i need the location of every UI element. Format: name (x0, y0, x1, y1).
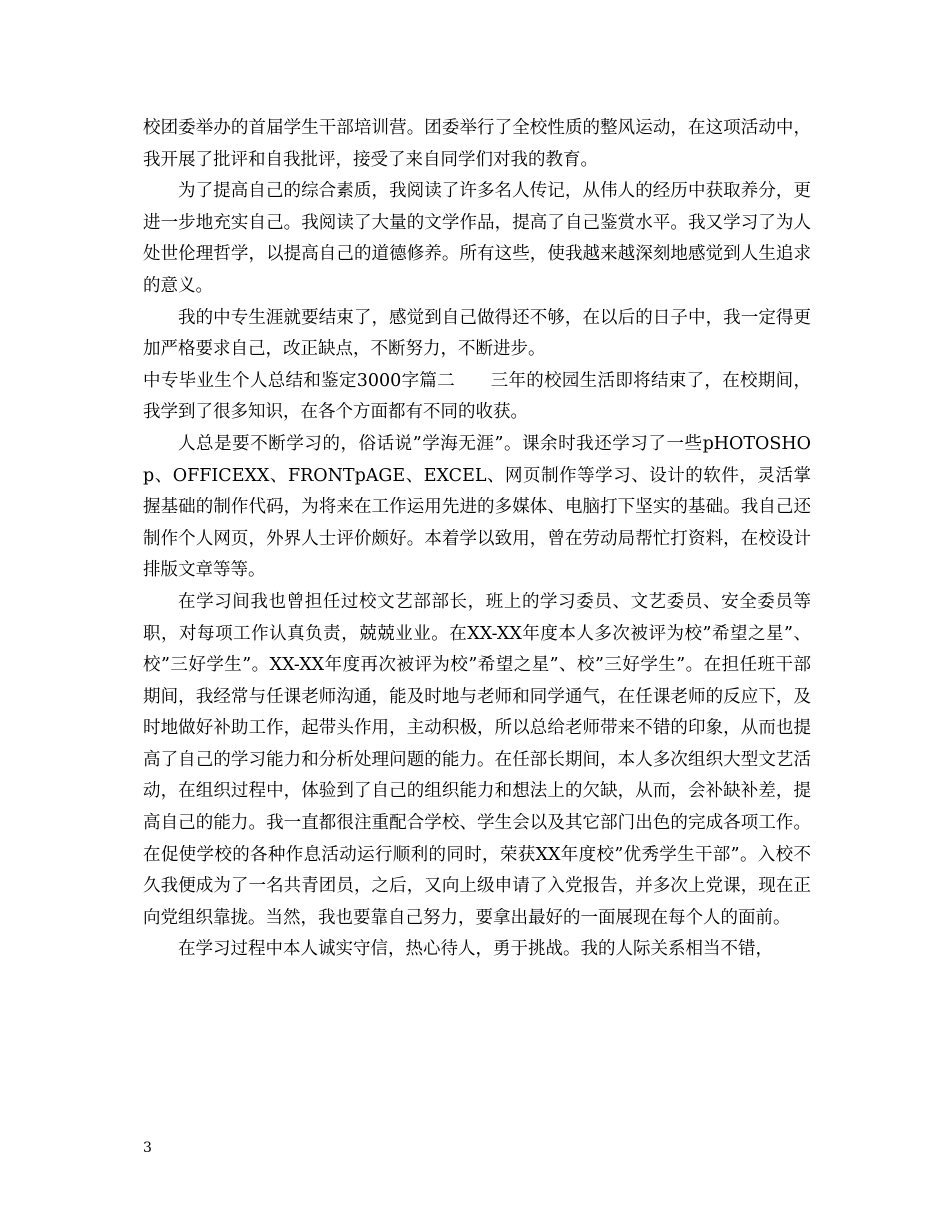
page-number: 3 (143, 1140, 152, 1156)
paragraph-3: 我的中专生涯就要结束了，感觉到自己做得还不够，在以后的日子中，我一定得更加严格要求自己，改正缺点，不断努力，不断进步。 (143, 307, 811, 360)
document-body (143, 113, 811, 966)
paragraph-4: 中专毕业生个人总结和鉴定3000字篇二 三年的校园生活即将结束了，在校期间，我学到了很多知识，在各个方面都有不同的收获。 (143, 370, 811, 423)
paragraph-2: 为了提高自己的综合素质，我阅读了许多名人传记，从伟人的经历中获取养分，更进一步地充实自己。我阅读了大量的文学作品，提高了自己鉴赏水平。我又学习了为人处世伦理哲学，以提高自己的道德修养。所有这些，使我越来越深刻地感觉到人生追求的意义。 (143, 181, 811, 296)
paragraph-7: 在学习过程中本人诚实守信，热心待人，勇于挑战。我的人际关系相当不错， (178, 939, 773, 960)
paragraph-6: 在学习间我也曾担任过校文艺部部长，班上的学习委员、文艺委员、安全委员等职，对每项工作认真负责，兢兢业业。在XX-XX年度本人多次被评为校”希望之星”、校”三好学生”。XX-XX年度再次被评为校”希望之星”、校”三好学生”。在担任班干部期间，我经常与任课老师沟通，能及时地与老师和同学通气，在任课老师的反应下，及时地做好补助工作，起带头作用，主动积极，所以总给老师带来不错的印象，从而也提高了自己的学习能力和分析处理问题的能力。在任部长期间，本人多次组织大型文艺活动，在组织过程中，体验到了自己的组织能力和想法上的欠缺，从而，会补缺补差，提高自己的能力。我一直都很注重配合学校、学生会以及其它部门出色的完成各项工作。在促使学校的各种作息活动运行顺利的同时，荣获XX年度校”优秀学生干部”。入校不久我便成为了一名共青团员，之后，又向上级申请了入党报告，并多次上党课，现在正向党组织靠拢。当然，我也要靠自己努力，要拿出最好的一面展现在每个人的面前。 (143, 591, 811, 928)
paragraph-1: 校团委举办的首届学生干部培训营。团委举行了全校性质的整风运动，在这项活动中，我开展了批评和自我批评，接受了来自同学们对我的教育。 (143, 118, 811, 170)
paragraph-5: 人总是要不断学习的，俗话说”学海无涯”。课余时我还学习了一些pHOTOSHOp、OFFICEXX、FRONTpAGE、EXCEL、网页制作等学习、设计的软件，灵活掌握基础的制作代码，为将来在工作运用先进的多媒体、电脑打下坚实的基础。我自己还制作个人网页，外界人士评价颇好。本着学以致用，曾在劳动局帮忙打资料，在校设计排版文章等等。 (143, 433, 811, 581)
